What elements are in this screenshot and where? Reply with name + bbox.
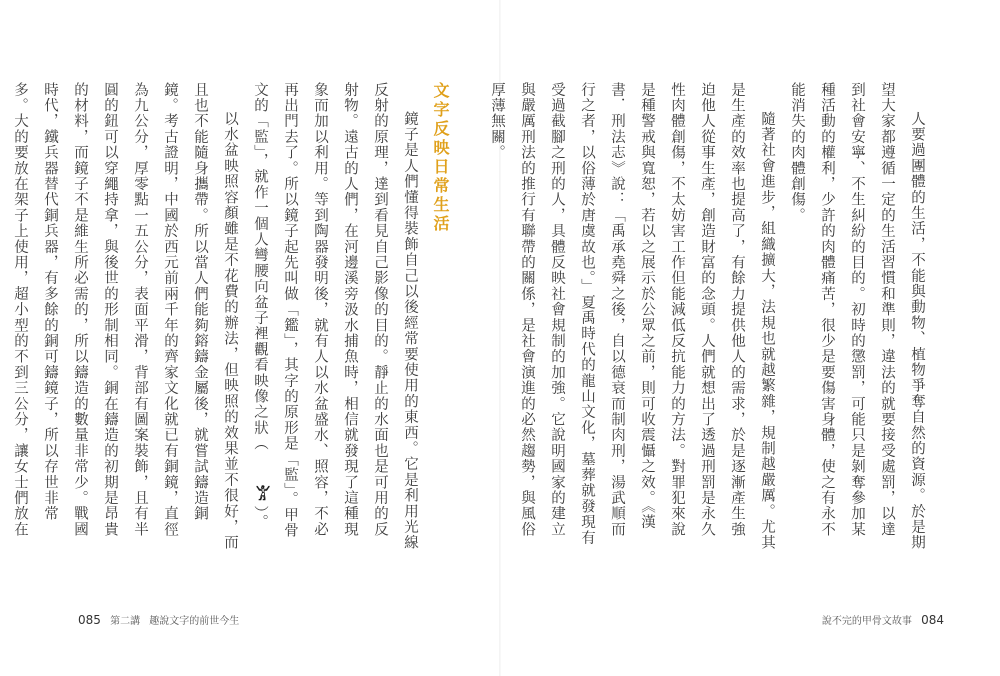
paragraph-text: 鏡子是人們懂得裝飾自己以後經常要使用的東西。它是利用光線反射的原理，達到看見自己影像的目的。靜止的水面也是可用的反射物。遠古的人們，在河邊溪旁汲水捕魚時，相信就發現了這種現象而加以利用。等到陶器發明後，就有人以水盆盛水、照容，不必再出門去了。所以鏡子起先叫做「鑑」，其字的原形是「監」。甲骨文的「監」，就作一個人彎腰向盆子裡觀看映像之狀（	[252, 82, 418, 551]
left-footer	[72, 612, 239, 627]
page-number: 084	[921, 613, 944, 627]
book-title: 說不完的甲骨文故事	[821, 616, 912, 627]
right-page	[489, 0, 1000, 676]
section-title: 文字反映日常生活	[431, 82, 450, 234]
chapter-title: 趣說文字的前世今生	[149, 616, 240, 627]
page-number: 085	[78, 613, 101, 627]
body-paragraph	[245, 82, 425, 552]
body-paragraph: 隨著社會進步，組織擴大，法規也就越繁雜，規制越嚴厲。尤其是生產的效率也提高了，有餘力提供他人的需求，於是逐漸產生強迫他人從事生產，創造財富的念頭。人們就想出了透過刑罰是永久性肉體創傷，不太妨害工作但能減低反抗能力的方法。對罪犯來說是種警戒與寬恕，若以之展示於公眾之前，則可收震懾之效。《漢書．刑法志》說：「禹承堯舜之後，自以德衰而制肉刑，湯武順而行之者，以俗薄於唐虞故也。」夏禹時代的龍山文化，墓葬就發現有受過截腳之刑的人，具體反映社會規制的加強。它說明國家的建立與嚴厲刑法的推行有聯帶的關係，是社會演進的必然趨勢，與風俗厚薄無關。	[489, 82, 775, 551]
body-paragraph: 以水盆映照容顏雖是不花費的辦法，但映照的效果並不很好，而且也不能隨身攜帶。所以當人們能夠鎔鑄金屬後，就嘗試鑄造銅鏡。考古證明，中國於西元前兩千年的齊家文化就已有銅鏡，直徑為九公分，厚零點一五公分，表面平滑，背部有圖案裝飾，且有半圓的鈕可以穿繩持拿，與後世的形制相同。銅在鑄造的初期是昂貴的材料，而鏡子不是維生所必需的，所以鑄造的數量非常少。戰國時代，鐵兵器替代銅兵器，有多餘的銅可鑄鏡子，所以存世非常多。大的要放在架子上使用，超小型的不到三公分，讓女士們放在	[12, 82, 238, 551]
right-footer	[822, 612, 950, 627]
right-page-body	[489, 82, 932, 552]
left-page-body	[12, 82, 455, 552]
oracle-bone-jian-glyph: 𓀠	[252, 480, 269, 506]
paragraph-text: ）。	[252, 505, 268, 530]
chapter-label: 第二講	[110, 616, 141, 627]
body-paragraph: 人要過團體的生活，不能與動物、植物爭奪自然的資源。於是期望大家都遵循一定的生活習慣和準則，違法的就要接受處罰，以達到社會安寧、不生糾紛的目的。初時的懲罰，可能只是剝奪參加某種活動的權利，少許的肉體痛苦，很少是要傷害身體，使之有永不能消失的肉體創傷。	[789, 82, 925, 551]
